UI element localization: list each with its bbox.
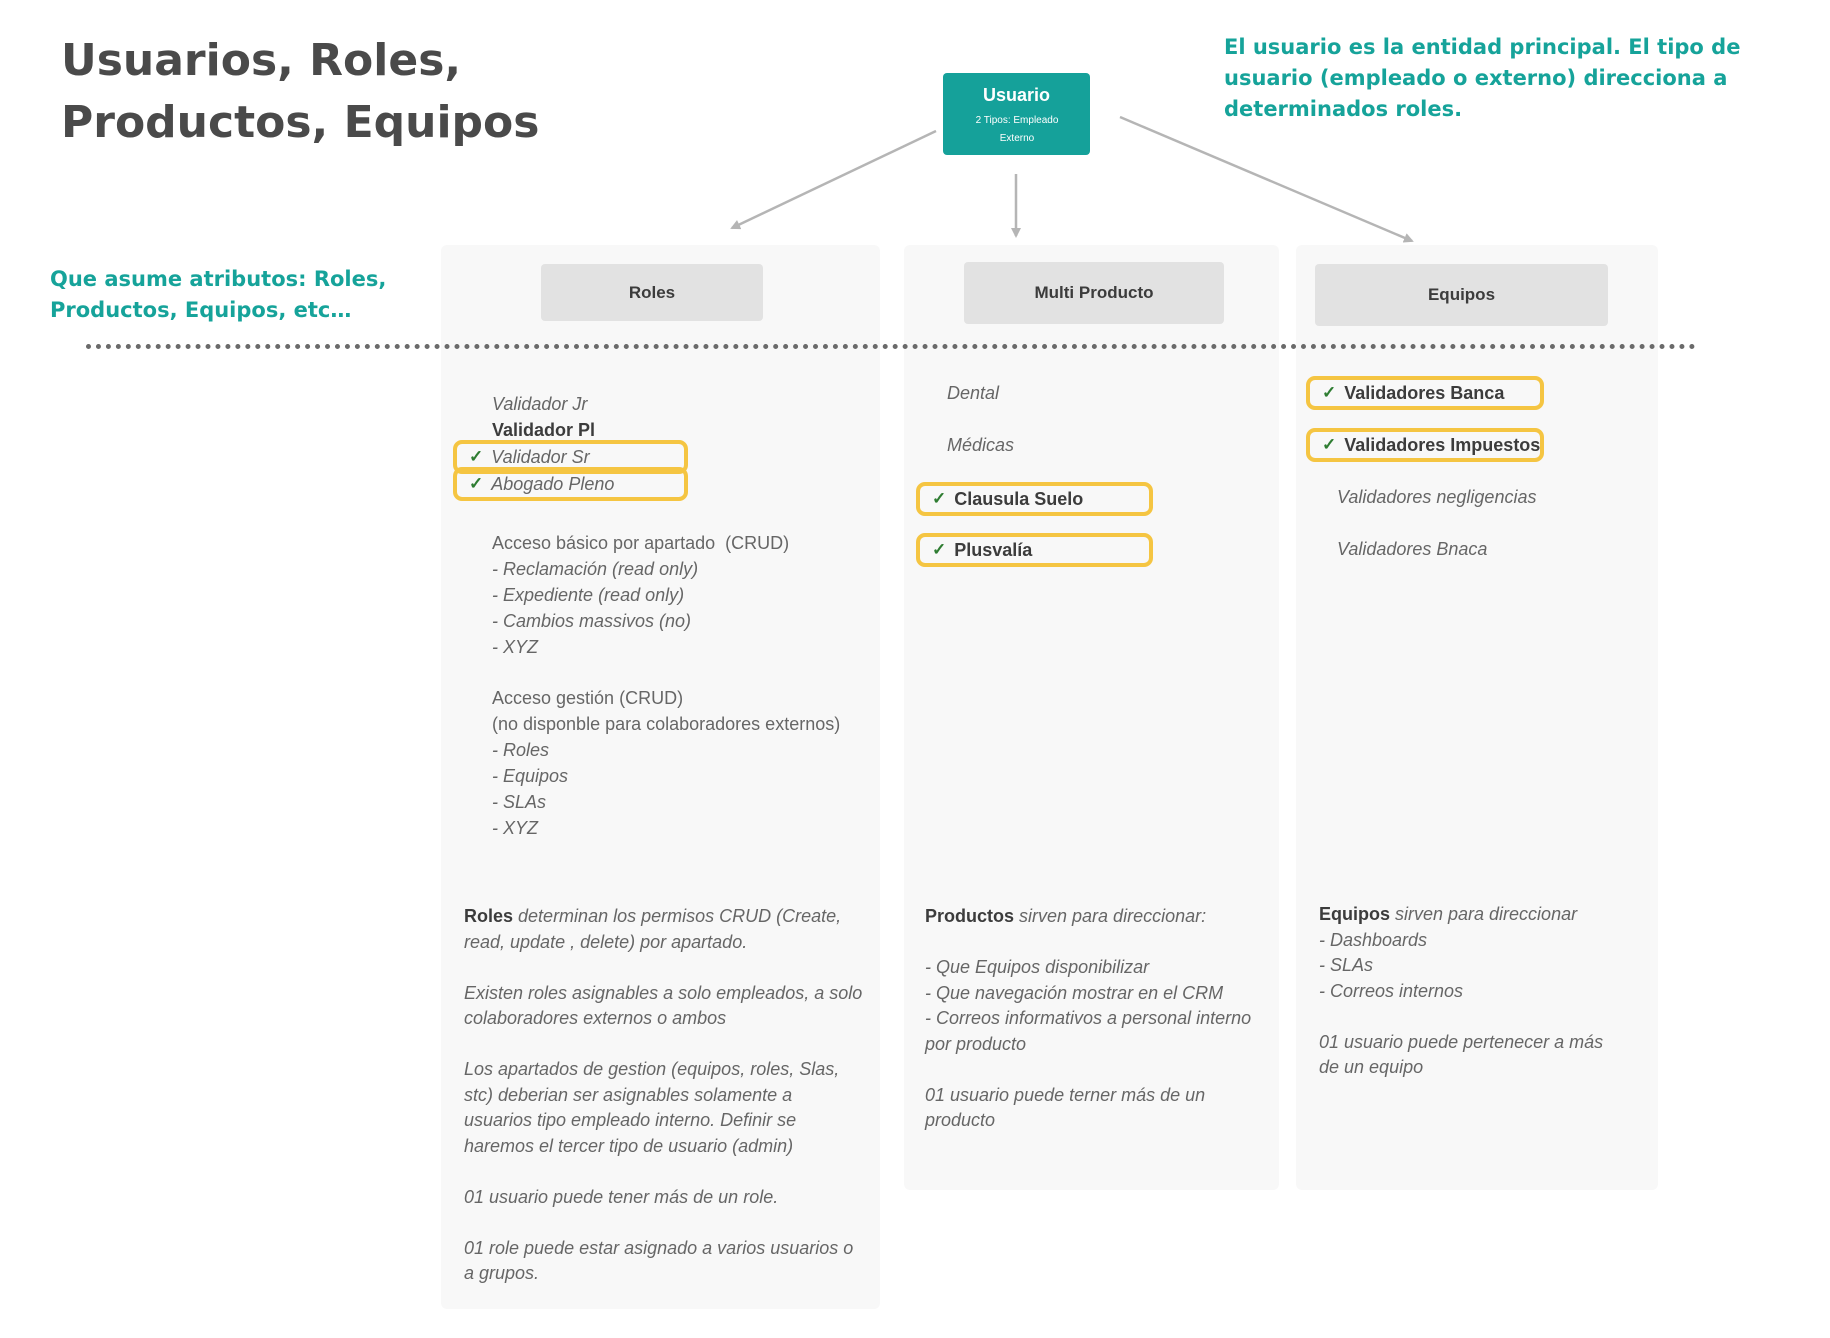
- product-medicas: Médicas: [947, 435, 1015, 455]
- check-icon: ✓: [469, 447, 484, 466]
- arrow-to-roles: [732, 131, 936, 228]
- products-description: [925, 904, 1265, 1159]
- page-title: Usuarios, Roles, Productos, Equipos: [61, 35, 540, 148]
- usuario-node-subtitle: 2 Tipos: Empleado Externo: [975, 115, 1059, 144]
- team-label: Validadores Banca: [1344, 383, 1505, 403]
- role-abogado-pleno: [453, 467, 688, 501]
- access-basic-item: - XYZ: [492, 637, 539, 657]
- products-desc-list-item: - Que navegación mostrar en el CRM: [925, 982, 1224, 1003]
- roles-desc-paragraph: 01 usuario puede tener más de un role.: [464, 1186, 779, 1207]
- access-basic-title: Acceso básico por apartado (CRUD): [492, 533, 790, 553]
- roles-desc-paragraph: Existen roles asignables a solo empleados, a solo colaboradores externos o ambos: [464, 982, 863, 1028]
- check-icon: ✓: [469, 474, 484, 493]
- access-mgmt-item: - Equipos: [492, 766, 569, 786]
- team-validadores-banca: [1306, 376, 1544, 410]
- teams-description: [1319, 902, 1619, 1106]
- usuario-node: [943, 73, 1090, 155]
- role-validador-pl: Validador Pl: [492, 420, 596, 440]
- roles-header: Roles: [541, 264, 763, 321]
- note-user-entity: El usuario es la entidad principal. El tipo de usuario (empleado o externo) direcciona a determinados roles.: [1224, 35, 1741, 121]
- access-basic-item: - Expediente (read only): [492, 585, 685, 605]
- teams-desc-list-item: - SLAs: [1319, 955, 1374, 975]
- products-header: Multi Producto: [964, 262, 1224, 324]
- product-plusvalia: [916, 533, 1153, 567]
- products-desc-list-item: - Que Equipos disponibilizar: [925, 957, 1150, 977]
- products-desc-list: [925, 955, 1265, 1057]
- teams-desc-footer: 01 usuario puede pertenecer a más de un equipo: [1319, 1031, 1604, 1077]
- teams-desc-lead-bold: Equipos: [1319, 904, 1390, 924]
- team-label: Validadores Impuestos: [1344, 435, 1541, 455]
- roles-desc-paragraph: Los apartados de gestion (equipos, roles, Slas, stc) deberian ser asignables solamente a usuarios tipo empleado interno. Definir se haremos el tercer tipo de usuario (admin): [464, 1059, 840, 1156]
- check-icon: ✓: [1322, 435, 1337, 454]
- roles-description: [464, 904, 864, 1312]
- role-label: Validador Sr: [491, 447, 590, 467]
- product-label: Plusvalía: [954, 540, 1033, 560]
- arrow-to-teams: [1120, 117, 1412, 241]
- team-validadores-impuestos: [1306, 428, 1544, 462]
- access-basic-item: - Cambios massivos (no): [492, 611, 692, 631]
- note-attributes: Que asume atributos: Roles, Productos, Equipos, etc…: [50, 267, 387, 322]
- access-mgmt-block: [492, 685, 840, 841]
- teams-desc-lead-rest: sirven para direccionar: [1390, 904, 1578, 924]
- access-mgmt-subtitle: (no disponble para colaboradores externos): [492, 714, 841, 734]
- teams-desc-list-item: - Dashboards: [1319, 929, 1428, 950]
- check-icon: ✓: [1322, 383, 1337, 402]
- teams-header: Equipos: [1315, 264, 1608, 326]
- roles-desc-paragraph: 01 role puede estar asignado a varios usuarios o a grupos.: [464, 1237, 854, 1283]
- products-desc-lead-bold: Productos: [925, 906, 1015, 926]
- products-desc-footer: 01 usuario puede terner más de un producto: [925, 1084, 1206, 1130]
- products-desc-lead: [925, 904, 1265, 930]
- products-desc-list-item: - Correos informativos a personal interno por producto: [925, 1008, 1252, 1054]
- roles-desc-lead-bold: Roles: [464, 906, 514, 926]
- product-label: Clausula Suelo: [954, 489, 1084, 509]
- products-desc-lead-rest: sirven para direccionar:: [1014, 906, 1207, 926]
- role-label: Abogado Pleno: [491, 474, 615, 494]
- team-validadores-negligencias: Validadores negligencias: [1337, 487, 1537, 507]
- roles-desc-lead-rest: determinan los permisos CRUD (Create, read, update , delete) por apartado.: [464, 906, 842, 952]
- check-icon: ✓: [932, 540, 947, 559]
- usuario-node-title: Usuario: [982, 85, 1051, 105]
- check-icon: ✓: [932, 489, 947, 508]
- product-clausula-suelo: [916, 482, 1153, 516]
- team-validadores-bnaca: Validadores Bnaca: [1337, 539, 1488, 559]
- role-validador-jr: Validador Jr: [492, 394, 588, 414]
- access-mgmt-item: - SLAs: [492, 792, 547, 812]
- product-dental: Dental: [947, 383, 1000, 403]
- access-basic-item: - Reclamación (read only): [492, 559, 699, 579]
- access-mgmt-item: - XYZ: [492, 818, 539, 838]
- teams-desc-lead-list: [1319, 902, 1619, 1004]
- dotted-separator: [86, 344, 1696, 349]
- access-mgmt-title: Acceso gestión (CRUD): [492, 688, 684, 708]
- access-basic-block: [492, 530, 789, 660]
- teams-desc-list-item: - Correos internos: [1319, 980, 1464, 1001]
- roles-desc-lead: [464, 904, 864, 955]
- access-mgmt-item: - Roles: [492, 740, 550, 760]
